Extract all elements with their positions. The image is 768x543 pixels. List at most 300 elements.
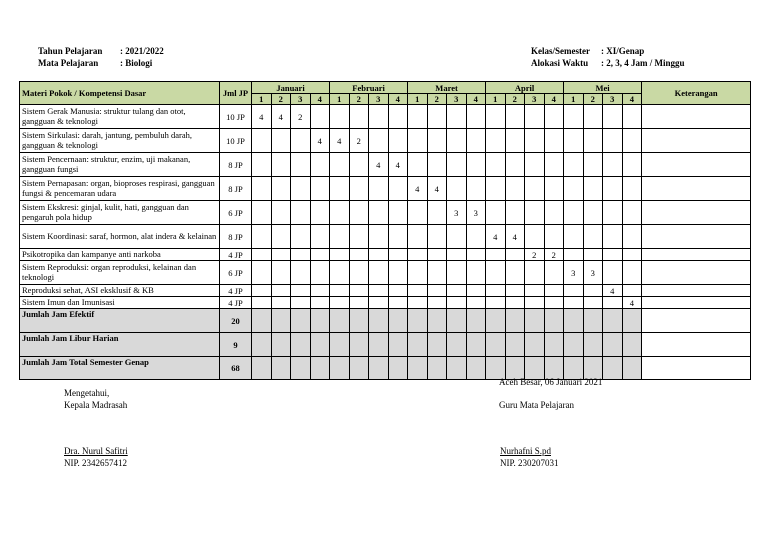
- summary-week-cell: [486, 309, 506, 333]
- principal-nip: NIP. 2342657412: [64, 458, 128, 468]
- week-cell: [310, 225, 330, 249]
- mapel-label: Mata Pelajaran: [38, 58, 99, 68]
- week-cell: [252, 261, 272, 285]
- week-cell: [505, 297, 525, 309]
- week-cell: [291, 261, 311, 285]
- week-header: 1: [564, 94, 584, 105]
- week-cell: [427, 201, 447, 225]
- summary-week-cell: [466, 333, 486, 357]
- jp-cell: 4 JP: [220, 285, 252, 297]
- keterangan-cell: [642, 129, 751, 153]
- week-cell: [622, 105, 642, 129]
- summary-week-cell: [330, 357, 350, 380]
- week-cell: [525, 297, 545, 309]
- week-header: 3: [603, 94, 623, 105]
- summary-label: Jumlah Jam Libur Harian: [20, 333, 220, 357]
- summary-week-cell: [310, 333, 330, 357]
- summary-row: [20, 333, 751, 357]
- summary-label: Jumlah Jam Efektif: [20, 309, 220, 333]
- week-cell: [544, 285, 564, 297]
- summary-week-cell: [271, 357, 291, 380]
- tahun-value: : 2021/2022: [120, 46, 164, 56]
- materi-cell: Sistem Gerak Manusia: struktur tulang dan otot, gangguan & teknologi: [20, 105, 220, 129]
- week-cell: [330, 105, 350, 129]
- week-cell: 4: [603, 285, 623, 297]
- week-header: 1: [486, 94, 506, 105]
- keterangan-cell: [642, 201, 751, 225]
- summary-week-cell: [310, 357, 330, 380]
- week-cell: [252, 201, 272, 225]
- week-cell: 4: [408, 177, 428, 201]
- week-cell: [369, 105, 389, 129]
- week-cell: 2: [291, 105, 311, 129]
- materi-cell: Sistem Imun dan Imunisasi: [20, 297, 220, 309]
- week-cell: [486, 105, 506, 129]
- header-left: [38, 45, 164, 69]
- week-cell: [466, 297, 486, 309]
- week-cell: 4: [505, 225, 525, 249]
- teacher-title: Guru Mata Pelajaran: [499, 400, 574, 410]
- col-keterangan-header: Keterangan: [642, 82, 751, 105]
- week-cell: 2: [544, 249, 564, 261]
- principal-title: Kepala Madrasah: [64, 400, 128, 410]
- summary-week-cell: [271, 309, 291, 333]
- week-cell: [447, 105, 467, 129]
- summary-week-cell: [583, 309, 603, 333]
- summary-week-cell: [291, 309, 311, 333]
- teacher-nip: NIP. 230207031: [500, 458, 559, 468]
- summary-week-cell: [466, 357, 486, 380]
- week-cell: 4: [252, 105, 272, 129]
- week-header: 2: [583, 94, 603, 105]
- kelas-label: Kelas/Semester: [531, 46, 590, 56]
- week-cell: [427, 105, 447, 129]
- col-materi-header: Materi Pokok / Kompetensi Dasar: [20, 82, 220, 105]
- week-cell: [271, 297, 291, 309]
- week-cell: [525, 129, 545, 153]
- week-cell: [291, 285, 311, 297]
- week-cell: [544, 297, 564, 309]
- jp-cell: 8 JP: [220, 225, 252, 249]
- week-cell: [622, 129, 642, 153]
- signature-right-name: [500, 445, 559, 469]
- week-cell: [622, 177, 642, 201]
- summary-week-cell: [291, 333, 311, 357]
- week-cell: [271, 225, 291, 249]
- week-cell: [525, 225, 545, 249]
- week-cell: [310, 285, 330, 297]
- week-cell: [564, 249, 584, 261]
- week-cell: [369, 285, 389, 297]
- week-cell: [505, 177, 525, 201]
- jp-cell: 8 JP: [220, 153, 252, 177]
- week-cell: [427, 225, 447, 249]
- tahun-label: Tahun Pelajaran: [38, 46, 103, 56]
- summary-week-cell: [603, 333, 623, 357]
- summary-week-cell: [330, 333, 350, 357]
- week-cell: [603, 129, 623, 153]
- week-cell: [466, 129, 486, 153]
- week-cell: [330, 153, 350, 177]
- summary-row: [20, 357, 751, 380]
- summary-week-cell: [564, 309, 584, 333]
- week-cell: [583, 105, 603, 129]
- week-cell: 4: [330, 129, 350, 153]
- keterangan-cell: [642, 261, 751, 285]
- week-cell: [388, 225, 408, 249]
- teacher-name: Nurhafni S.pd: [500, 446, 551, 456]
- week-cell: [505, 129, 525, 153]
- week-cell: [408, 249, 428, 261]
- table-row: [20, 261, 751, 285]
- week-header: 4: [310, 94, 330, 105]
- week-cell: [291, 225, 311, 249]
- week-cell: [310, 249, 330, 261]
- keterangan-cell: [642, 105, 751, 129]
- summary-week-cell: [544, 309, 564, 333]
- week-cell: [486, 201, 506, 225]
- week-cell: [466, 261, 486, 285]
- week-cell: [583, 153, 603, 177]
- week-cell: [330, 249, 350, 261]
- week-cell: [447, 285, 467, 297]
- week-cell: [447, 177, 467, 201]
- week-cell: [583, 285, 603, 297]
- summary-week-cell: [564, 333, 584, 357]
- week-cell: [486, 129, 506, 153]
- week-cell: [388, 249, 408, 261]
- summary-week-cell: [408, 309, 428, 333]
- week-cell: [466, 225, 486, 249]
- week-header: 3: [291, 94, 311, 105]
- week-cell: [271, 177, 291, 201]
- week-cell: [603, 201, 623, 225]
- week-cell: [310, 153, 330, 177]
- table-row: [20, 105, 751, 129]
- week-cell: 3: [447, 201, 467, 225]
- week-cell: [447, 261, 467, 285]
- week-cell: 3: [466, 201, 486, 225]
- week-cell: [544, 225, 564, 249]
- week-cell: [583, 129, 603, 153]
- summary-week-cell: [388, 357, 408, 380]
- summary-week-cell: [505, 333, 525, 357]
- summary-week-cell: [544, 333, 564, 357]
- week-cell: [583, 249, 603, 261]
- week-cell: [564, 201, 584, 225]
- week-header: 3: [447, 94, 467, 105]
- summary-week-cell: [252, 357, 272, 380]
- week-header: 1: [330, 94, 350, 105]
- week-cell: [349, 249, 369, 261]
- week-cell: [564, 297, 584, 309]
- summary-week-cell: [408, 357, 428, 380]
- table-row: [20, 297, 751, 309]
- week-cell: [564, 177, 584, 201]
- table-header: [20, 82, 751, 105]
- week-cell: [603, 297, 623, 309]
- summary-week-cell: [349, 309, 369, 333]
- summary-week-cell: [525, 309, 545, 333]
- week-cell: [505, 261, 525, 285]
- week-cell: [564, 153, 584, 177]
- week-cell: [369, 225, 389, 249]
- summary-week-cell: [349, 357, 369, 380]
- summary-week-cell: [427, 357, 447, 380]
- week-cell: [310, 105, 330, 129]
- alokasi-label: Alokasi Waktu: [531, 58, 589, 68]
- week-cell: [525, 285, 545, 297]
- week-cell: [369, 249, 389, 261]
- week-cell: 3: [564, 261, 584, 285]
- week-cell: [271, 261, 291, 285]
- table-row: [20, 201, 751, 225]
- summary-week-cell: [369, 309, 389, 333]
- week-cell: [330, 225, 350, 249]
- place-date: Aceh Besar, 06 Januari 2021: [499, 377, 603, 387]
- summary-week-cell: [447, 357, 467, 380]
- summary-week-cell: [388, 333, 408, 357]
- week-cell: [583, 297, 603, 309]
- month-header: Mei: [564, 82, 642, 94]
- week-cell: [466, 153, 486, 177]
- week-cell: [369, 177, 389, 201]
- week-header: 1: [252, 94, 272, 105]
- week-cell: [544, 201, 564, 225]
- week-cell: [388, 105, 408, 129]
- week-cell: [583, 177, 603, 201]
- materi-cell: Sistem Sirkulasi: darah, jantung, pembuluh darah, gangguan & teknologi: [20, 129, 220, 153]
- week-cell: [505, 153, 525, 177]
- keterangan-cell: [642, 333, 751, 357]
- summary-week-cell: [252, 309, 272, 333]
- week-cell: [408, 129, 428, 153]
- summary-week-cell: [505, 309, 525, 333]
- week-cell: [330, 261, 350, 285]
- materi-cell: Reproduksi sehat, ASI eksklusif & KB: [20, 285, 220, 297]
- week-cell: 2: [349, 129, 369, 153]
- week-cell: [349, 105, 369, 129]
- week-cell: [427, 153, 447, 177]
- week-header: 3: [525, 94, 545, 105]
- week-cell: [369, 129, 389, 153]
- week-cell: [408, 105, 428, 129]
- week-cell: [447, 153, 467, 177]
- summary-week-cell: [310, 309, 330, 333]
- keterangan-cell: [642, 225, 751, 249]
- week-header: 2: [505, 94, 525, 105]
- summary-row: [20, 309, 751, 333]
- table-row: [20, 153, 751, 177]
- week-cell: [525, 105, 545, 129]
- week-cell: [466, 249, 486, 261]
- week-cell: [486, 261, 506, 285]
- keterangan-cell: [642, 297, 751, 309]
- month-header: Januari: [252, 82, 330, 94]
- summary-value: 9: [220, 333, 252, 357]
- week-cell: 4: [310, 129, 330, 153]
- schedule-table: [19, 81, 751, 380]
- week-cell: [505, 105, 525, 129]
- week-cell: [505, 285, 525, 297]
- week-cell: [447, 249, 467, 261]
- kelas-value: : XI/Genap: [601, 46, 645, 56]
- header-right: [531, 45, 685, 69]
- week-cell: [427, 129, 447, 153]
- week-cell: [271, 201, 291, 225]
- week-cell: [349, 177, 369, 201]
- week-cell: [486, 285, 506, 297]
- week-cell: [271, 249, 291, 261]
- week-cell: [427, 261, 447, 285]
- week-cell: [525, 261, 545, 285]
- keterangan-cell: [642, 249, 751, 261]
- week-cell: [388, 201, 408, 225]
- week-cell: [369, 261, 389, 285]
- week-header: 3: [369, 94, 389, 105]
- signature-right: [499, 376, 602, 411]
- week-cell: [564, 225, 584, 249]
- week-cell: [388, 261, 408, 285]
- summary-week-cell: [369, 333, 389, 357]
- week-cell: [349, 153, 369, 177]
- summary-week-cell: [583, 333, 603, 357]
- week-cell: [330, 285, 350, 297]
- summary-week-cell: [291, 357, 311, 380]
- week-cell: [252, 297, 272, 309]
- week-cell: [427, 285, 447, 297]
- summary-week-cell: [466, 309, 486, 333]
- week-cell: [388, 297, 408, 309]
- week-cell: [603, 225, 623, 249]
- summary-week-cell: [622, 357, 642, 380]
- week-cell: [388, 285, 408, 297]
- week-cell: [447, 225, 467, 249]
- week-cell: [622, 261, 642, 285]
- week-cell: [310, 297, 330, 309]
- materi-cell: Psikotropika dan kampanye anti narkoba: [20, 249, 220, 261]
- summary-week-cell: [330, 309, 350, 333]
- jp-cell: 8 JP: [220, 177, 252, 201]
- week-cell: [486, 297, 506, 309]
- week-cell: [427, 297, 447, 309]
- week-cell: [310, 261, 330, 285]
- materi-cell: Sistem Pernapasan: organ, bioproses respirasi, gangguan fungsi & pencemaran udara: [20, 177, 220, 201]
- week-cell: [369, 201, 389, 225]
- week-cell: [505, 249, 525, 261]
- week-cell: [622, 225, 642, 249]
- week-cell: [622, 285, 642, 297]
- week-header: 1: [408, 94, 428, 105]
- week-header: 2: [427, 94, 447, 105]
- summary-week-cell: [408, 333, 428, 357]
- week-cell: [252, 129, 272, 153]
- week-cell: 2: [525, 249, 545, 261]
- materi-cell: Sistem Koordinasi: saraf, hormon, alat indera & kelainan: [20, 225, 220, 249]
- summary-week-cell: [447, 333, 467, 357]
- week-cell: [544, 177, 564, 201]
- week-cell: [330, 297, 350, 309]
- week-cell: [252, 177, 272, 201]
- week-cell: [349, 285, 369, 297]
- week-cell: [330, 201, 350, 225]
- week-cell: [447, 129, 467, 153]
- keterangan-cell: [642, 357, 751, 380]
- summary-label: Jumlah Jam Total Semester Genap: [20, 357, 220, 380]
- week-header: 4: [388, 94, 408, 105]
- week-cell: [486, 153, 506, 177]
- week-cell: [271, 285, 291, 297]
- summary-value: 20: [220, 309, 252, 333]
- week-cell: [544, 261, 564, 285]
- week-cell: [408, 201, 428, 225]
- week-cell: [330, 177, 350, 201]
- week-cell: [349, 225, 369, 249]
- week-cell: [291, 201, 311, 225]
- summary-week-cell: [388, 309, 408, 333]
- summary-week-cell: [369, 357, 389, 380]
- week-cell: 4: [486, 225, 506, 249]
- keterangan-cell: [642, 153, 751, 177]
- week-cell: [486, 177, 506, 201]
- week-cell: [544, 129, 564, 153]
- mapel-value: : Biologi: [120, 58, 153, 68]
- summary-week-cell: [486, 333, 506, 357]
- table-row: [20, 249, 751, 261]
- week-cell: [252, 225, 272, 249]
- week-cell: [408, 261, 428, 285]
- week-cell: [271, 153, 291, 177]
- week-cell: [349, 261, 369, 285]
- week-cell: [603, 261, 623, 285]
- summary-week-cell: [252, 333, 272, 357]
- week-cell: [466, 177, 486, 201]
- table-row: [20, 177, 751, 201]
- week-cell: [525, 153, 545, 177]
- week-cell: [408, 285, 428, 297]
- week-cell: [544, 105, 564, 129]
- summary-week-cell: [427, 333, 447, 357]
- month-header: Maret: [408, 82, 486, 94]
- week-cell: 4: [388, 153, 408, 177]
- week-cell: [252, 153, 272, 177]
- week-cell: 3: [583, 261, 603, 285]
- week-cell: [408, 297, 428, 309]
- week-cell: [252, 285, 272, 297]
- week-cell: [622, 249, 642, 261]
- week-cell: [408, 153, 428, 177]
- materi-cell: Sistem Ekskresi: ginjal, kulit, hati, gangguan dan pengaruh pola hidup: [20, 201, 220, 225]
- week-cell: [291, 153, 311, 177]
- week-cell: [583, 201, 603, 225]
- week-cell: [466, 105, 486, 129]
- week-cell: [525, 201, 545, 225]
- week-cell: [544, 153, 564, 177]
- table-body: [20, 105, 751, 380]
- signature-left-name: [64, 445, 128, 469]
- week-cell: [349, 297, 369, 309]
- week-cell: [622, 153, 642, 177]
- acknowledged-label: Mengetahui,: [64, 388, 110, 398]
- week-cell: [291, 297, 311, 309]
- week-cell: [271, 129, 291, 153]
- summary-value: 68: [220, 357, 252, 380]
- week-cell: [564, 285, 584, 297]
- alokasi-value: : 2, 3, 4 Jam / Minggu: [601, 58, 685, 68]
- summary-week-cell: [603, 309, 623, 333]
- jp-cell: 6 JP: [220, 261, 252, 285]
- week-cell: [291, 177, 311, 201]
